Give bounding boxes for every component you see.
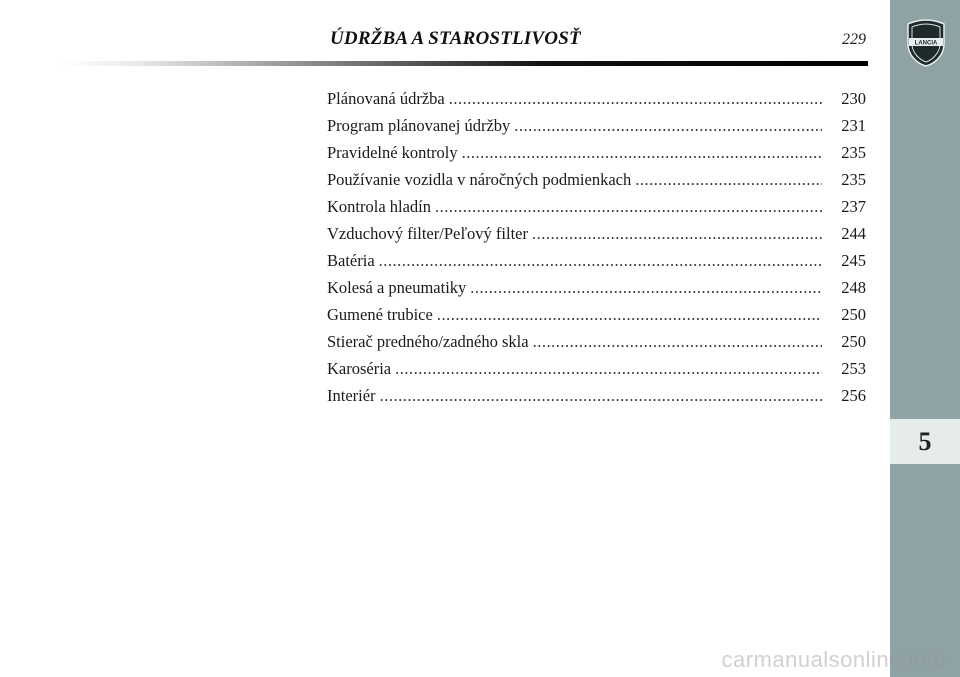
toc-entry-page: 256 xyxy=(841,386,866,405)
toc-entry[interactable] xyxy=(327,251,866,278)
toc-entry-title: Interiér xyxy=(327,386,376,405)
toc-leader-dots xyxy=(533,332,822,352)
toc-entry-title: Karoséria xyxy=(327,359,392,378)
toc-leader-dots xyxy=(635,170,822,190)
table-of-contents xyxy=(327,89,866,413)
toc-entry-title: Pravidelné kontroly xyxy=(327,143,458,162)
toc-leader-dots xyxy=(514,116,822,136)
page-number: 229 xyxy=(842,31,866,48)
toc-entry[interactable] xyxy=(327,224,866,251)
toc-leader-dots xyxy=(470,278,822,298)
toc-entry-page: 250 xyxy=(841,305,866,324)
chapter-sidebar xyxy=(890,0,960,677)
toc-entry-page: 245 xyxy=(841,251,866,270)
toc-entry[interactable] xyxy=(327,89,866,116)
toc-entry-page: 230 xyxy=(841,89,866,108)
toc-entry-page: 235 xyxy=(841,170,866,189)
toc-entry-title: Kolesá a pneumatiky xyxy=(327,278,467,297)
toc-entry-page: 248 xyxy=(841,278,866,297)
toc-entry[interactable] xyxy=(327,359,866,386)
toc-entry-title: Program plánovanej údržby xyxy=(327,116,511,135)
toc-leader-dots xyxy=(462,143,822,163)
toc-entry-page: 235 xyxy=(841,143,866,162)
toc-entry-title: Vzduchový filter/Peľový filter xyxy=(327,224,528,243)
svg-text:LANCIA: LANCIA xyxy=(914,40,938,47)
chapter-number: 5 xyxy=(918,426,932,456)
toc-entry[interactable] xyxy=(327,116,866,143)
toc-leader-dots xyxy=(379,251,822,271)
chapter-tab[interactable] xyxy=(890,419,960,464)
toc-entry-page: 231 xyxy=(841,116,866,135)
toc-entry-title: Plánovaná údržba xyxy=(327,89,445,108)
toc-leader-dots xyxy=(435,197,822,217)
toc-entry[interactable] xyxy=(327,332,866,359)
toc-entry-page: 244 xyxy=(841,224,866,243)
toc-leader-dots xyxy=(532,224,822,244)
toc-leader-dots xyxy=(395,359,822,379)
toc-entry-page: 237 xyxy=(841,197,866,216)
toc-entry-page: 253 xyxy=(841,359,866,378)
toc-entry-title: Gumené trubice xyxy=(327,305,433,324)
lancia-logo-icon xyxy=(906,18,946,68)
toc-entry[interactable] xyxy=(327,197,866,224)
toc-entry[interactable] xyxy=(327,170,866,197)
toc-entry[interactable] xyxy=(327,278,866,305)
toc-leader-dots xyxy=(380,386,822,406)
toc-entry-title: Používanie vozidla v náročných podmienkach xyxy=(327,170,632,189)
toc-entry[interactable] xyxy=(327,143,866,170)
watermark: carmanualsonline.info xyxy=(721,647,946,672)
header-rule xyxy=(60,61,868,66)
toc-entry-title: Kontrola hladín xyxy=(327,197,432,216)
page-title: ÚDRŽBA A STAROSTLIVOSŤ xyxy=(330,28,581,49)
toc-entry[interactable] xyxy=(327,386,866,413)
toc-entry[interactable] xyxy=(327,305,866,332)
toc-entry-title: Batéria xyxy=(327,251,375,270)
toc-entry-page: 250 xyxy=(841,332,866,351)
toc-leader-dots xyxy=(437,305,822,325)
toc-leader-dots xyxy=(449,89,822,109)
toc-entry-title: Stierač predného/zadného skla xyxy=(327,332,529,351)
